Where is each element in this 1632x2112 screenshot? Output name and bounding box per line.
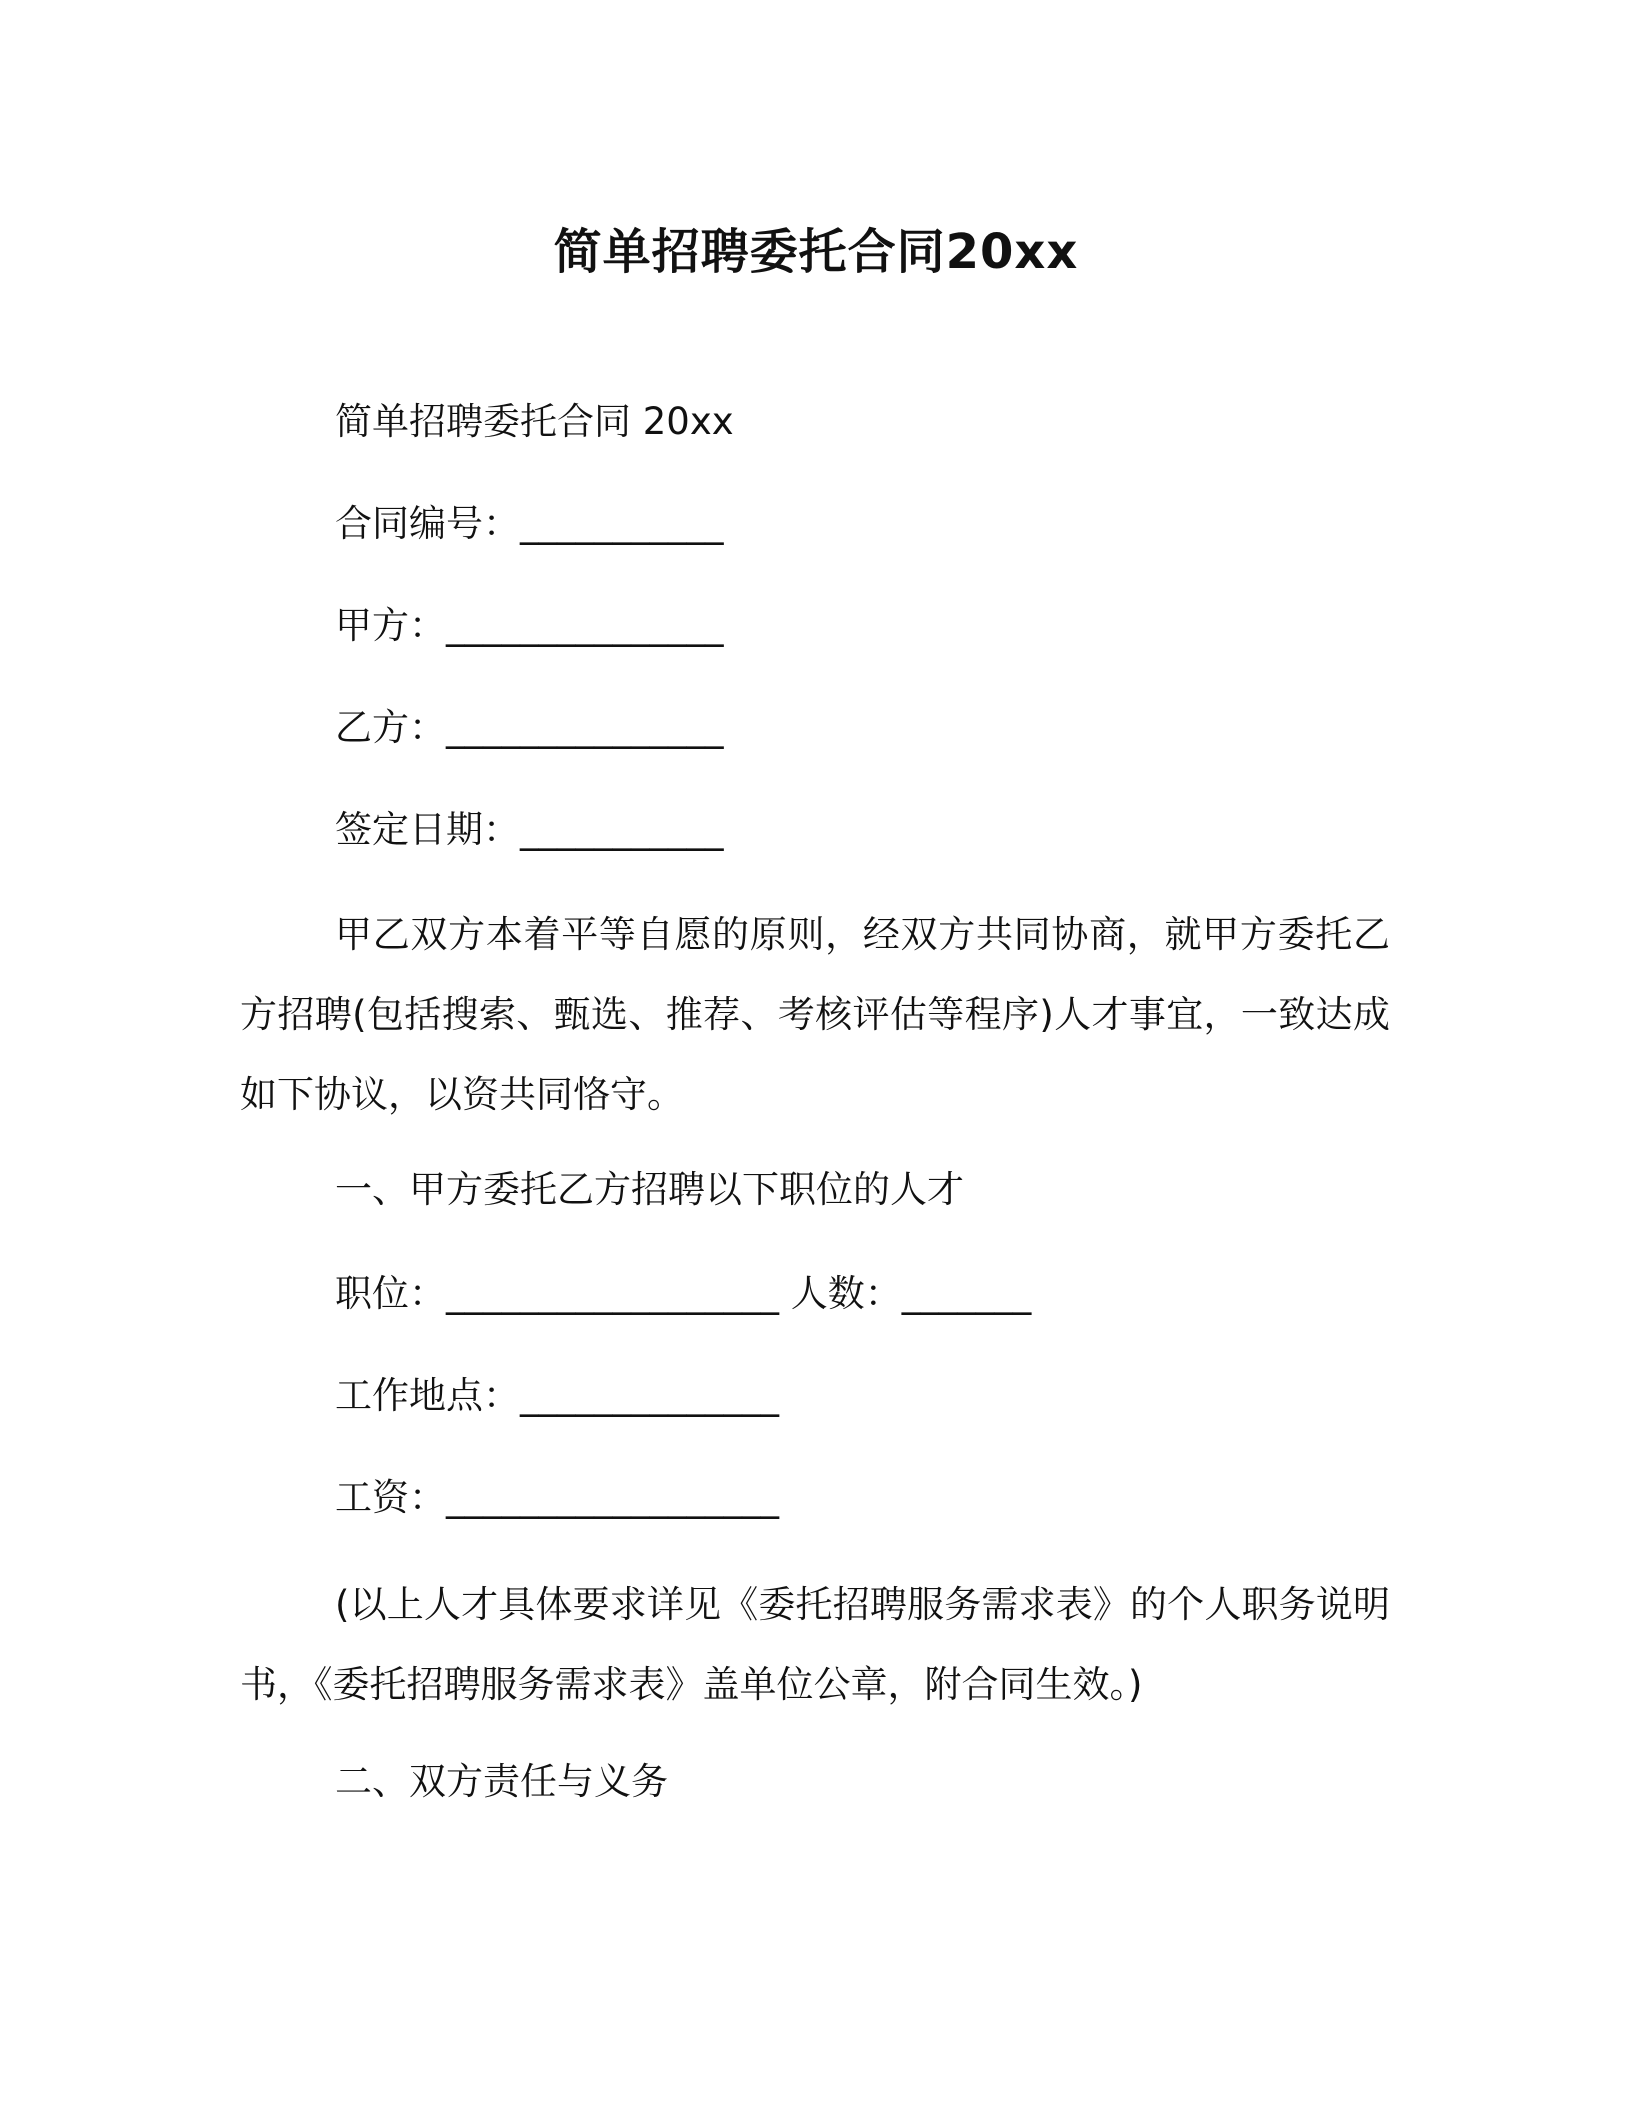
section-1-heading: 一、甲方委托乙方招聘以下职位的人才	[335, 1168, 964, 1211]
position-count-field: 职位：__________________ 人数：_______	[335, 1272, 1032, 1315]
salary-field: 工资：__________________	[335, 1476, 779, 1519]
document-subtitle: 简单招聘委托合同 20xx	[335, 400, 734, 443]
intro-paragraph: 甲乙双方本着平等自愿的原则，经双方共同协商，就甲方委托乙方招聘(包括搜索、甄选、推荐、考核评估等程序)人才事宜，一致达成如下协议，以资共同恪守。	[240, 913, 1390, 1116]
note-paragraph: (以上人才具体要求详见《委托招聘服务需求表》的个人职务说明书，《委托招聘服务需求表》盖单位公章，附合同生效。)	[240, 1583, 1390, 1706]
contract-number-field: 合同编号：___________	[335, 502, 724, 545]
work-place-field: 工作地点：______________	[335, 1374, 779, 1417]
section-2-heading: 二、双方责任与义务	[335, 1760, 668, 1803]
document-title: 简单招聘委托合同20xx	[553, 224, 1079, 280]
party-a-field: 甲方：_______________	[335, 604, 724, 647]
sign-date-field: 签定日期：___________	[335, 808, 724, 851]
party-b-field: 乙方：_______________	[335, 706, 724, 749]
